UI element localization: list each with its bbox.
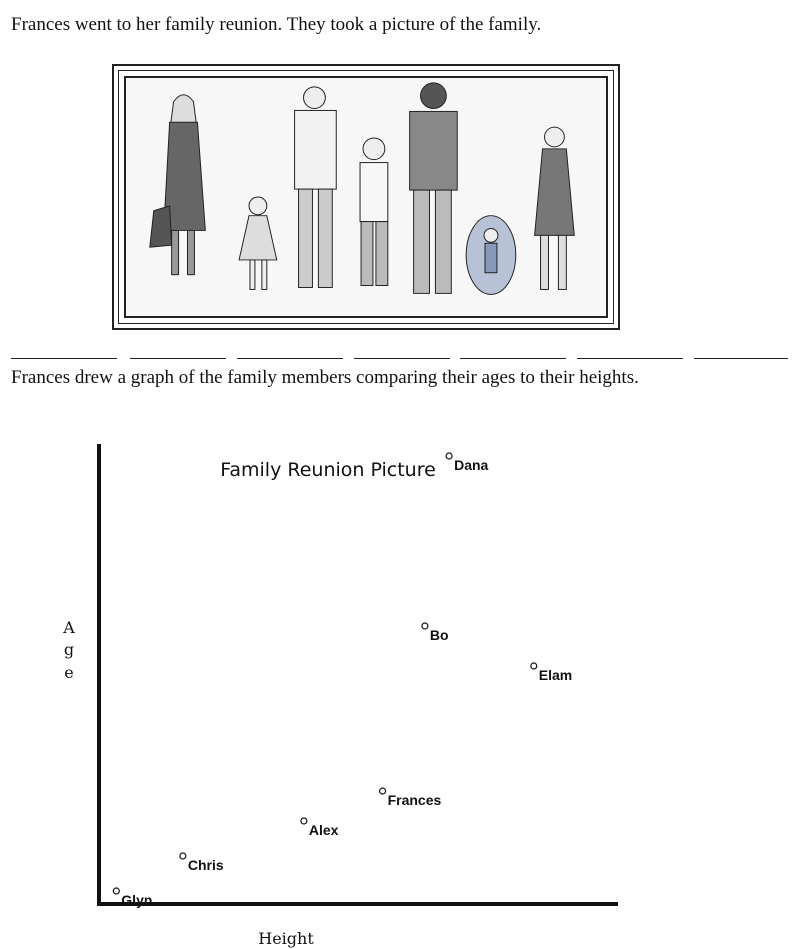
chart-title: Family Reunion Picture: [220, 459, 436, 481]
x-axis-label: Height: [258, 929, 314, 948]
data-point-label: Dana: [454, 457, 489, 473]
y-axis-label-letter: A: [63, 618, 75, 637]
data-point-label: Alex: [308, 822, 339, 838]
data-point: [531, 663, 537, 669]
y-axis-label-letter: e: [64, 663, 74, 682]
data-point-label: Glyn: [121, 892, 153, 908]
data-point: [301, 818, 307, 824]
data-point: [180, 853, 186, 859]
graph-caption: Frances drew a graph of the family members comparing their ages to their heights.: [11, 367, 639, 388]
data-point: [113, 888, 119, 894]
data-point-label: Elam: [538, 667, 573, 683]
data-points: [113, 453, 572, 908]
intro-text: Frances went to her family reunion. They took a picture of the family.: [11, 14, 542, 35]
data-point-label: Bo: [429, 627, 449, 643]
data-point-label: Frances: [387, 792, 442, 808]
data-point: [446, 453, 452, 459]
data-point-label: Chris: [187, 857, 224, 873]
data-point: [380, 788, 386, 794]
data-point: [422, 623, 428, 629]
y-axis-label-letter: g: [63, 640, 75, 659]
